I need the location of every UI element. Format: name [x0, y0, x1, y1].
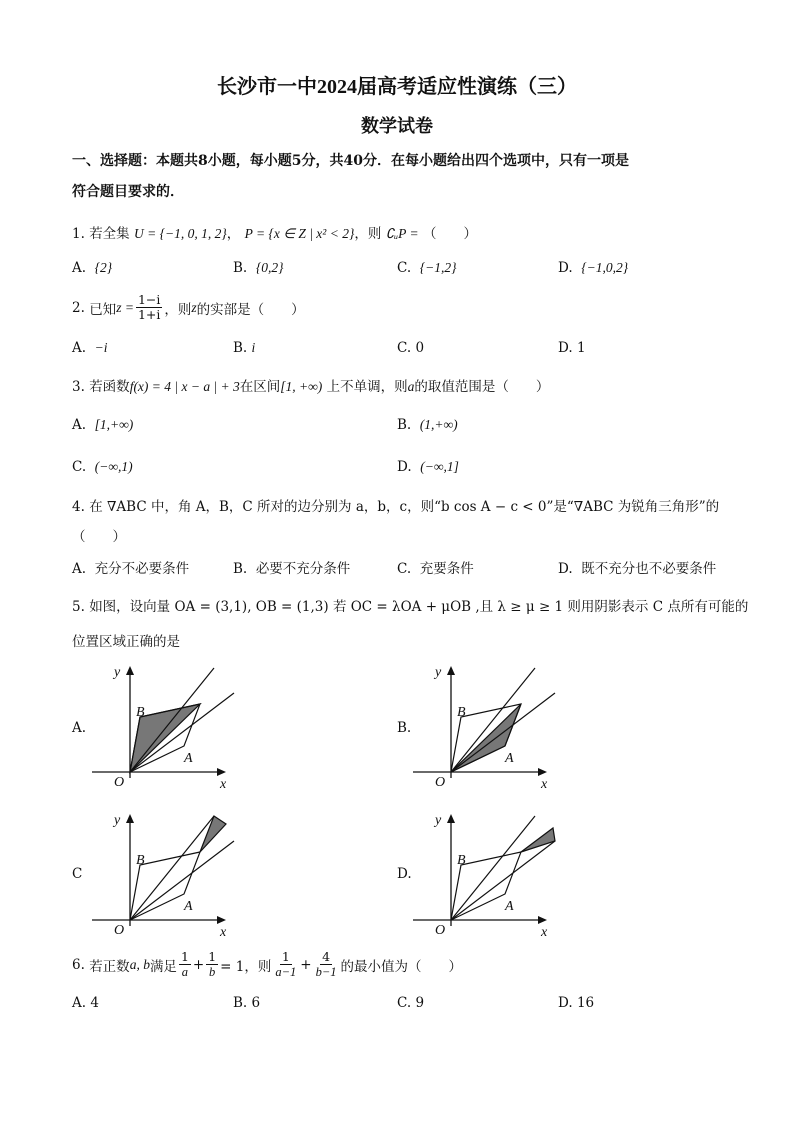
- q5-option-a[interactable]: A.: [72, 720, 87, 736]
- point-a-label: A: [505, 899, 514, 914]
- q1-option-b[interactable]: B. {0,2}: [233, 260, 284, 276]
- q4-option-b[interactable]: B. 必要不充分条件: [233, 561, 351, 577]
- q6-plus2: +: [300, 956, 312, 973]
- point-b-label: B: [457, 705, 466, 720]
- question-5: [72, 595, 748, 615]
- q6-frac-1b: $\frac{1}{b}$: [208, 949, 217, 979]
- q2-frac-numerator: 1−i: [137, 292, 161, 307]
- q3-option-a[interactable]: A. [1,+∞): [72, 417, 134, 433]
- q4-option-d[interactable]: D. 既不充分也不必要条件: [558, 561, 717, 577]
- origin-label: O: [114, 775, 125, 790]
- q2-z: z =: [116, 299, 134, 315]
- q3-function: f(x) = 4 | x − a | + 3: [129, 379, 240, 394]
- q3-number: 3.: [72, 379, 85, 395]
- section-heading-line1: 一、选择题：本题共8小题，每小题5分，共40分．在每小题给出四个选项中，只有一项是: [72, 153, 629, 169]
- q6-equals: = 1，则: [220, 958, 272, 975]
- axis-label-y: y: [114, 813, 121, 828]
- q2-ask: 的实部是（ ）: [196, 301, 305, 318]
- q4-number: 4.: [72, 499, 85, 515]
- y-arrow: [126, 666, 134, 675]
- axis-label-x: x: [541, 925, 548, 940]
- q4-option-c[interactable]: C. 充要条件: [397, 561, 474, 577]
- point-a-label: A: [184, 899, 193, 914]
- q3-text: 若函数: [89, 379, 130, 395]
- q1-number: 1.: [72, 226, 85, 242]
- q2-text: 已知: [89, 301, 117, 318]
- q5-option-d[interactable]: D.: [397, 866, 412, 882]
- y-arrow: [126, 814, 134, 823]
- point-b-label: B: [457, 853, 466, 868]
- exam-subtitle: 数学试卷: [361, 116, 433, 136]
- q2-then: ，则: [164, 301, 192, 318]
- shaded-region: [521, 828, 555, 852]
- q5-text-line2: 位置区域正确的是: [72, 634, 180, 650]
- q4-blank: （ ）: [72, 529, 126, 545]
- line-ob-dir: [451, 841, 555, 920]
- q6-ab: a, b: [129, 956, 150, 972]
- q6-option-a[interactable]: A. 4: [72, 995, 99, 1011]
- q1-complement: ∁ᵤP =: [385, 226, 419, 241]
- question-3: [72, 375, 549, 395]
- x-arrow: [538, 916, 547, 924]
- point-b-label: B: [136, 705, 145, 720]
- q6-frac-1-a-1: $\frac{1}{a-1}$: [275, 949, 297, 979]
- q2-frac-denominator: 1+i: [137, 307, 161, 322]
- q1-universal-set: U = {−1, 0, 1, 2}: [133, 226, 227, 241]
- q6-ask: 的最小值为（ ）: [340, 958, 463, 975]
- q2-option-a[interactable]: A. −i: [72, 340, 108, 356]
- axis-label-x: x: [541, 777, 548, 792]
- q5-text: 如图，设向量 OA = (3,1), OB = (1,3) 若 OC = λOA + μOB ,且 λ ≥ μ ≥ 1 则用阴影表示 C 点所有可能的: [89, 599, 749, 615]
- q3-in: 在区间: [239, 379, 281, 395]
- line-ob-dir: [451, 693, 555, 772]
- point-a-label: A: [184, 751, 193, 766]
- axis-label-y: y: [114, 665, 121, 680]
- origin-label: O: [435, 923, 446, 938]
- shaded-region: [200, 816, 226, 852]
- q6-frac-1a: $\frac{1}{a}$: [180, 949, 189, 979]
- q6-plus1: +: [192, 956, 205, 973]
- x-arrow: [217, 916, 226, 924]
- q1-text: 若全集: [89, 226, 130, 242]
- q2-option-b[interactable]: B. i: [233, 340, 256, 356]
- point-b-label: B: [136, 853, 145, 868]
- q2-fraction: [136, 293, 162, 322]
- axis-label-y: y: [435, 665, 442, 680]
- question-4: [72, 495, 719, 515]
- q5-figure-a[interactable]: [92, 660, 242, 794]
- q6-frac-4-b-1: $\frac{4}{b-1}$: [315, 949, 337, 979]
- q1-set-p: P = {x ∈ Z | x² < 2}: [244, 226, 355, 241]
- q6-option-d[interactable]: D. 16: [558, 995, 595, 1011]
- question-2: [72, 293, 305, 322]
- q2-number: 2.: [72, 299, 85, 316]
- q4-option-a[interactable]: A. 充分不必要条件: [72, 561, 190, 577]
- q3-option-c[interactable]: C. (−∞,1): [72, 459, 133, 475]
- axis-label-x: x: [220, 925, 227, 940]
- q3-option-b[interactable]: B. (1,+∞): [397, 417, 458, 433]
- q2-option-c[interactable]: C. 0: [397, 340, 425, 356]
- line-oc: [451, 668, 535, 772]
- line-ob-dir: [130, 841, 234, 920]
- q3-option-d[interactable]: D. (−∞,1]: [397, 459, 459, 475]
- origin-label: O: [435, 775, 446, 790]
- q1-option-c[interactable]: C. {−1,2}: [397, 260, 457, 276]
- q5-figure-c[interactable]: [92, 808, 242, 942]
- q3-interval: [1, +∞): [280, 379, 323, 394]
- q1-option-d[interactable]: D. {−1,0,2}: [558, 260, 629, 276]
- q4-text: 在 ∇ABC 中，角 A，B，C 所对的边分别为 a，b，c，则“b cos A − c < 0”是“∇ABC 为锐角三角形”的: [89, 499, 720, 515]
- q2-z2: z: [191, 299, 197, 315]
- q6-number: 6.: [72, 956, 85, 973]
- q6-option-b[interactable]: B. 6: [233, 995, 261, 1011]
- axis-label-x: x: [220, 777, 227, 792]
- q3-ask: 的取值范围是（ ）: [414, 379, 550, 395]
- q5-option-c[interactable]: C: [72, 866, 83, 882]
- axis-label-y: y: [435, 813, 442, 828]
- y-arrow: [447, 666, 455, 675]
- line-oc: [451, 816, 535, 920]
- q5-option-b[interactable]: B.: [397, 720, 412, 736]
- q6-text: 若正数: [89, 958, 130, 975]
- q6-satisfy: 满足: [149, 958, 177, 975]
- q3-a: a: [407, 379, 415, 394]
- q2-option-d[interactable]: D. 1: [558, 340, 586, 356]
- question-6: [72, 950, 462, 979]
- q6-option-c[interactable]: C. 9: [397, 995, 425, 1011]
- q1-blank: （ ）: [422, 226, 477, 242]
- point-a-label: A: [505, 751, 514, 766]
- y-arrow: [447, 814, 455, 823]
- q5-number: 5.: [72, 599, 85, 615]
- x-arrow: [217, 768, 226, 776]
- line-oc: [130, 816, 214, 920]
- q1-option-a[interactable]: A. {2}: [72, 260, 113, 276]
- x-arrow: [538, 768, 547, 776]
- origin-label: O: [114, 923, 125, 938]
- q5-figure-b[interactable]: [413, 660, 563, 794]
- section-heading-line2: 符合题目要求的．: [72, 184, 184, 200]
- q3-then: 上不单调，则: [326, 379, 408, 395]
- q5-figure-d[interactable]: [413, 808, 563, 942]
- exam-title: 长沙市一中2024届高考适应性演练（三）: [217, 76, 577, 98]
- q1-then: ，则: [354, 226, 382, 242]
- q1-comma: ，: [226, 226, 241, 242]
- question-1: [72, 222, 477, 242]
